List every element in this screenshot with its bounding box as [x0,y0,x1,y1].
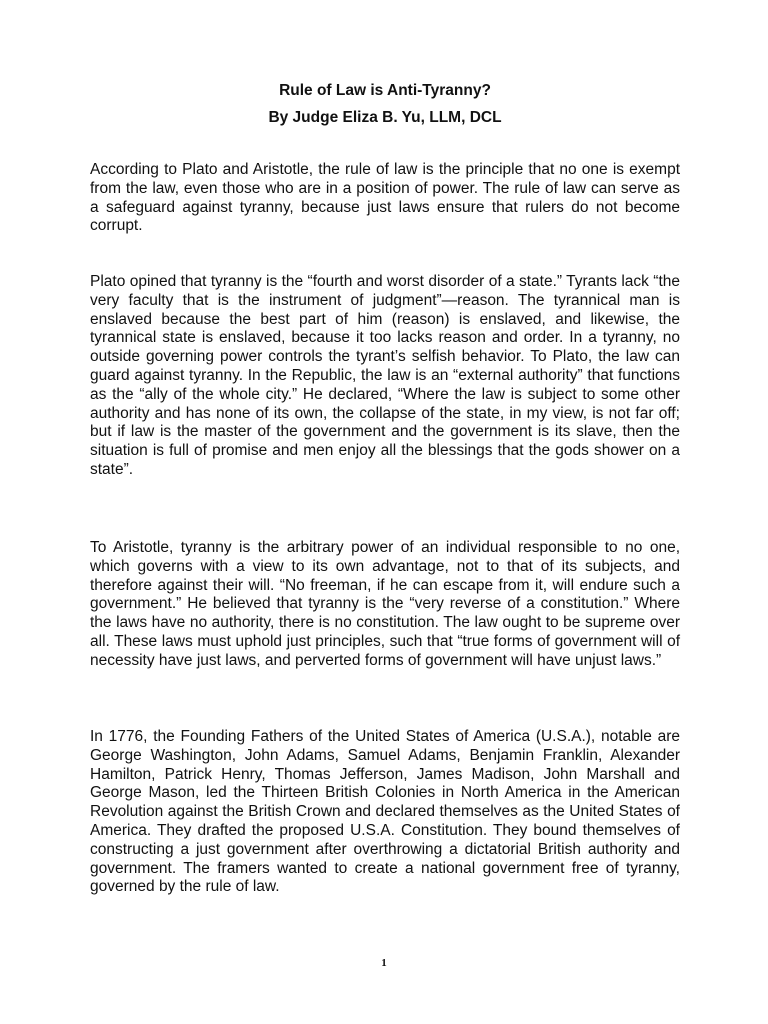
paragraph-3: To Aristotle, tyranny is the arbitrary power of an individual responsible to no one, which governs with a view to its own advantage, not to that of its subjects, and therefore against their will. “No freeman, if he can escape from it, will endure such a government.” He believed that tyranny is the “very reverse of a constitution.” Where the laws have no authority, there is no constitution. The law ought to be supreme over all. These laws must uphold just principles, such that “true forms of government will of necessity have just laws, and perverted forms of government will have unjust laws.” [90,539,680,669]
paragraph-2: Plato opined that tyranny is the “fourth and worst disorder of a state.” Tyrants lack “the very faculty that is the instrument of judgment”—reason. The tyrannical man is enslaved because the best part of him (reason) is enslaved, and likewise, the tyrannical state is enslaved, because it too lacks reason and order. In a tyranny, no outside governing power controls the tyrant’s selfish behavior. To Plato, the law can guard against tyranny. In the Republic, the law is an “external authority” that functions as the “ally of the whole city.” He declared, “Where the law is subject to some other authority and has none of its own, the collapse of the state, in my view, is not far off; but if law is the master of the government and the government is its slave, then the situation is full of promise and men enjoy all the blessings that the gods shower on a state”. [90,273,680,478]
page-number: 1 [381,957,387,969]
document-title: Rule of Law is Anti-Tyranny? [279,82,491,99]
paragraph-1: According to Plato and Aristotle, the rule of law is the principle that no one is exempt from the law, even those who are in a position of power. The rule of law can serve as a safeguard against tyranny, because just laws ensure that rulers do not become corrupt. [90,161,680,235]
paragraph-4: In 1776, the Founding Fathers of the United States of America (U.S.A.), notable are George Washington, John Adams, Samuel Adams, Benjamin Franklin, Alexander Hamilton, Patrick Henry, Thomas Jefferson, James Madison, John Marshall and George Mason, led the Thirteen British Colonies in North America in the American Revolution against the British Crown and declared themselves as the United States of America. They drafted the proposed U.S.A. Constitution. They bound themselves of constructing a just government after overthrowing a dictatorial British authority and government. The framers wanted to create a national government free of tyranny, governed by the rule of law. [90,728,680,896]
title-block [90,77,680,131]
document-byline: By Judge Eliza B. Yu, LLM, DCL [268,109,502,126]
